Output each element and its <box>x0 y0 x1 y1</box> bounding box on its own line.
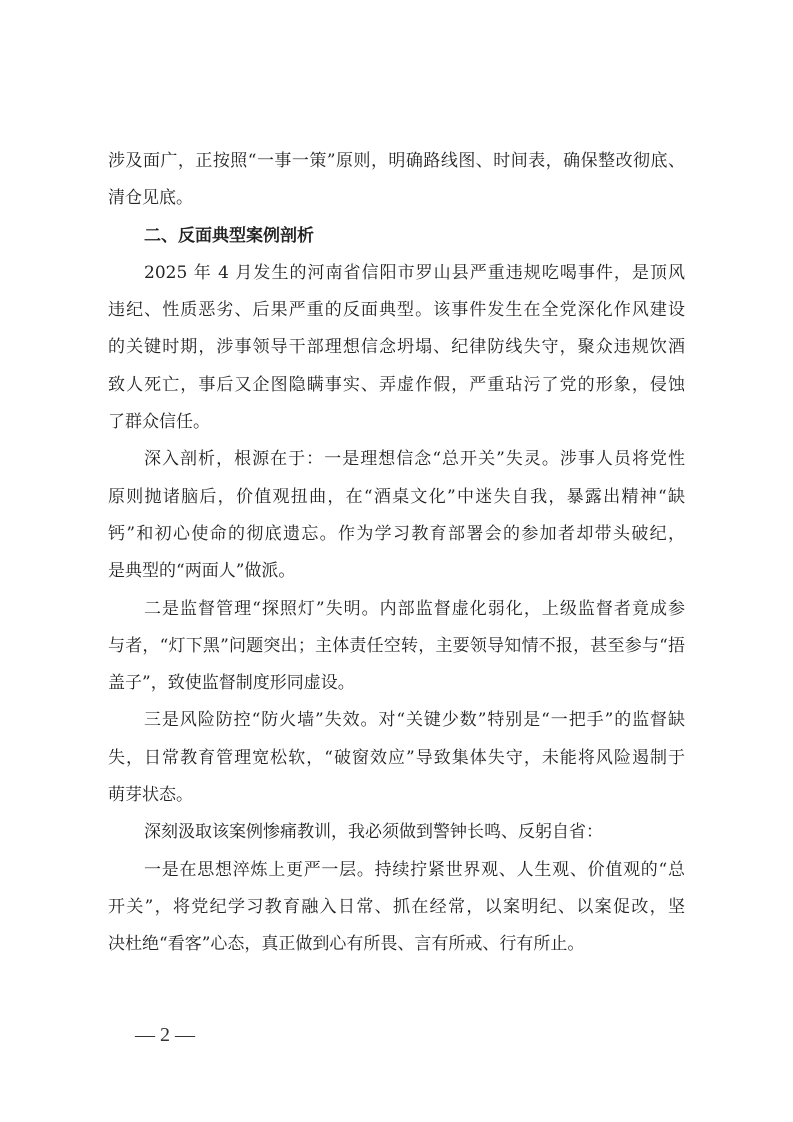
paragraph <box>108 143 685 218</box>
text-line: 二、反面典型案例剖析 <box>144 225 314 246</box>
text-line: 原则抛诸脑后，价值观扭曲，在“酒桌文化”中迷失自我，暴露出精神“缺 <box>108 486 685 507</box>
paragraph <box>108 441 685 590</box>
text-line: 深入剖析，根源在于：一是理想信念“总开关”失灵。涉事人员将党性 <box>144 449 685 470</box>
paragraph <box>108 852 685 964</box>
page-number: — 2 — <box>135 1024 195 1046</box>
paragraph <box>108 255 685 441</box>
section-heading <box>108 218 685 255</box>
text-line: 开关”，将党纪学习教育融入日常、抓在经常，以案明纪、以案促改，坚 <box>108 896 685 917</box>
document-body <box>108 143 685 964</box>
text-line: 二是监督管理“探照灯”失明。内部监督虚化弱化，上级监督者竟成参 <box>144 598 685 619</box>
text-line: 涉及面广，正按照“一事一策”原则，明确路线图、时间表，确保整改彻底、 <box>108 151 685 171</box>
text-line: 决杜绝“看客”心态，真正做到心有所畏、言有所戒、行有所止。 <box>108 934 585 955</box>
text-line: 了群众信任。 <box>108 412 210 433</box>
text-line: 清仓见底。 <box>108 188 193 209</box>
text-line: 2025 年 4 月发生的河南省信阳市罗山县严重违规吃喝事件，是顶风 <box>144 262 685 283</box>
text-line: 盖子”，致使监督制度形同虚设。 <box>108 673 355 694</box>
paragraph <box>108 591 685 703</box>
text-line: 失，日常教育管理宽松软，“破窗效应”导致集体失守，未能将风险遏制于 <box>108 747 685 768</box>
text-line: 是典型的“两面人”做派。 <box>108 561 296 582</box>
text-line: 深刻汲取该案例惨痛教训，我必须做到警钟长鸣、反躬自省： <box>144 822 603 843</box>
paragraph <box>108 814 685 851</box>
text-line: 与者，“灯下黑”问题突出；主体责任空转，主要领导知情不报，甚至参与“捂 <box>108 635 685 656</box>
text-line: 萌芽状态。 <box>108 785 193 806</box>
text-line: 的关键时期，涉事领导干部理想信念坍塌、纪律防线失守，聚众违规饮酒 <box>108 337 685 358</box>
paragraph <box>108 702 685 814</box>
text-line: 致人死亡，事后又企图隐瞒事实、弄虚作假，严重玷污了党的形象，侵蚀 <box>108 374 685 395</box>
text-line: 三是风险防控“防火墙”失效。对“关键少数”特别是“一把手”的监督缺 <box>144 710 685 731</box>
text-line: 违纪、性质恶劣、后果严重的反面典型。该事件发生在全党深化作风建设 <box>108 300 685 321</box>
text-line: 一是在思想淬炼上更严一层。持续拧紧世界观、人生观、价值观的“总 <box>144 859 685 880</box>
text-line: 钙”和初心使命的彻底遗忘。作为学习教育部署会的参加者却带头破纪， <box>108 523 685 544</box>
